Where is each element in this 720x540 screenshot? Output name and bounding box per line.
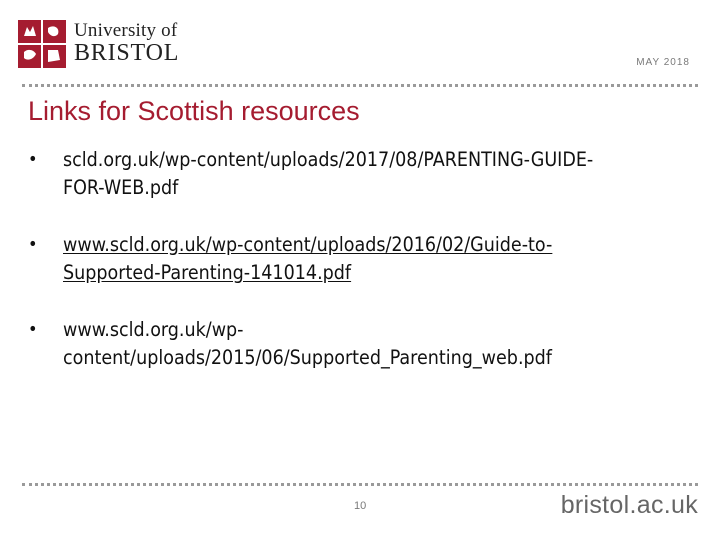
bullet-text <box>63 146 698 202</box>
page-number: 10 <box>354 500 367 512</box>
logo-university-of: University of <box>74 20 178 41</box>
bullet-icon: • <box>28 234 38 255</box>
bullet-icon: • <box>28 149 38 170</box>
bullet-link[interactable] <box>63 231 698 287</box>
slide-date: MAY 2018 <box>636 57 690 68</box>
bullet-item <box>28 231 698 287</box>
bullet-item <box>28 316 698 372</box>
university-crest-icon <box>18 20 66 68</box>
footer-brand: bristol.ac.uk <box>560 491 698 519</box>
bullet-text-line1: scld.org.uk/wp-content/uploads/2017/08/PARENTING-GUIDE- <box>63 148 594 171</box>
bullet-link-line1[interactable]: www.scld.org.uk/wp-content/uploads/2016/02/Guide-to- <box>63 233 553 256</box>
bullet-text-line1: www.scld.org.uk/wp- <box>63 318 244 341</box>
logo-bristol: BRISTOL <box>74 40 180 66</box>
slide-title: Links for Scottish resources <box>28 96 360 126</box>
bullet-list <box>28 146 698 401</box>
bullet-item <box>28 146 698 202</box>
footer-divider <box>22 483 698 486</box>
bullet-text <box>63 316 698 372</box>
bullet-icon: • <box>28 319 38 340</box>
bullet-text-line2: FOR-WEB.pdf <box>63 176 179 199</box>
bullet-text-line2: content/uploads/2015/06/Supported_Parenting_web.pdf <box>63 346 552 369</box>
bullet-link-line2[interactable]: Supported-Parenting-141014.pdf <box>63 261 352 284</box>
university-logo <box>18 20 179 68</box>
header-divider <box>22 84 698 87</box>
